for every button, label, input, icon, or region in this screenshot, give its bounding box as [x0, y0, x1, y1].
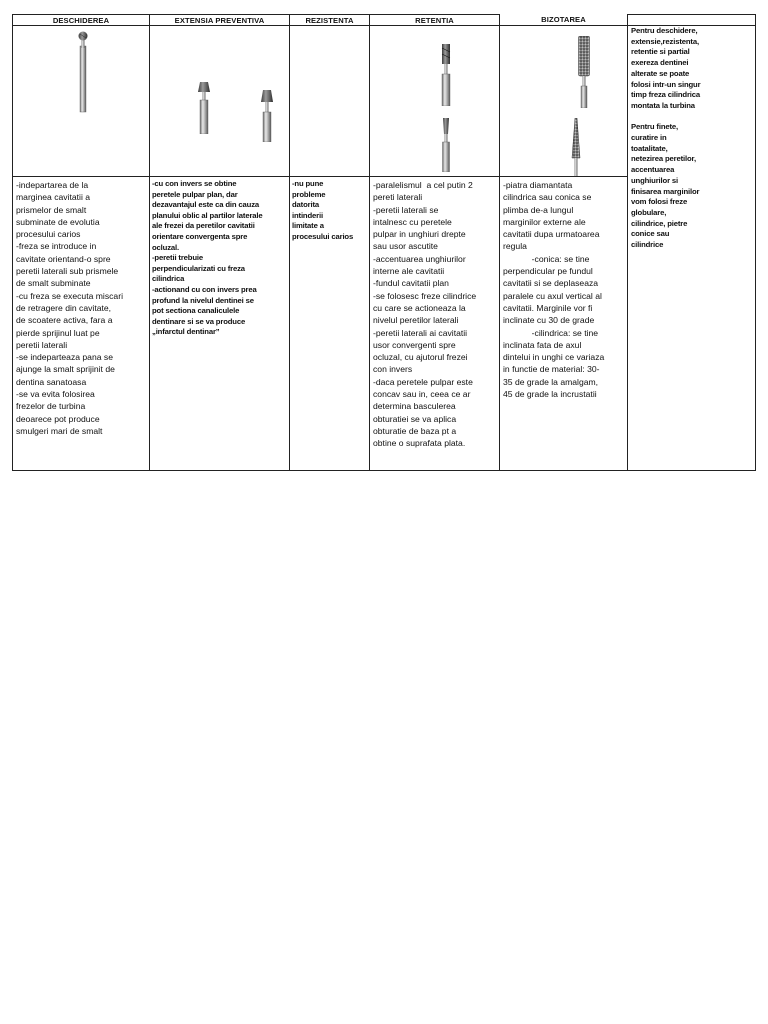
diamond-stone-bur-icon: [570, 118, 582, 177]
image-cell-bizotarea: [499, 25, 627, 176]
dental-preparation-table: [12, 14, 756, 471]
inverted-cone-bur-icon: [196, 82, 212, 134]
inverted-cone-bur-icon: [260, 90, 274, 142]
ball-bur-icon: [73, 28, 93, 114]
text-retentia: -paralelismul a cel putin 2 pereti laterali -peretii laterali se intalnesc cu peretele pulpar in unghiuri drepte sau usor ascutite -accentuarea unghiurilor interne ale cavitatii -fundul cavitatii plan -se folosesc freze cilindrice cu care se actioneaza la nivelul peretilor laterali -peretii laterali ai cavitatii usor convergenti spre ocluzal, cu ajutorul frezei con invers -daca peretele pulpar este concav sau in, ceea ce ar determina basculerea obturatiei se va aplica obturatie de baza pt a obtine o suprafata plata.: [369, 176, 499, 471]
header-bizotarea: BIZOTAREA: [499, 14, 627, 25]
text-deschiderea: -indepartarea de la marginea cavitatii a prismelor de smalt subminate de evolutia procesului carios -freza se introduce in cavitate orientand-o spre peretii laterali sub prismele de smalt subminate -cu freza se executa miscari de retragere din cavitate, de scoatere activa, fara a pierde sprijinul luat pe peretii laterali -se indeparteaza pana se ajunge la smalt sprijinit de dentina sanatoasa -se va evita folosirea frezelor de turbina deoarece pot produce smulgeri mari de smalt: [12, 176, 149, 471]
text-rezistenta: -nu pune probleme datorita intinderii limitate a procesului carios: [289, 176, 369, 471]
diamond-stone-bur-icon: [577, 36, 591, 108]
image-cell-rezistenta: [289, 25, 369, 176]
image-cell-deschiderea: [12, 25, 149, 176]
image-cell-retentia: [369, 25, 499, 176]
header-retentia: RETENTIA: [369, 14, 499, 25]
side-note: Pentru deschidere, extensie,rezistenta, retentie si partial exereza dentinei alterate se poate folosi intr-un singur timp freza cilindrica montata la turbina Pentru finete, curatire in toatalitate, netezirea peretilor, accentuarea unghiurilor si finisarea marginilor vom folosi freze globulare, cilindrice, pietre conice sau cilindrice: [631, 26, 701, 250]
text-bizotarea: -piatra diamantata cilindrica sau conica se plimba de-a lungul marginilor externe ale cavitatii dupa urmatoarea regula -conica: se tine perpendicular pe fundul cavitatii si se deplaseaza paralele cu axul vertical al cavitatii. Marginile vor fi inclinate cu 30 de grade -cilindrica: se tine inclinata fata de axul dintelui in unghi ce variaza in functie de material: 30- 35 de grade la amalgam, 45 de grade la incrustatii: [499, 176, 627, 471]
table-bottom-edge: [627, 460, 756, 471]
header-extensia-preventiva: EXTENSIA PREVENTIVA: [149, 14, 289, 25]
cylindrical-fissure-bur-icon: [440, 118, 452, 172]
text-extensia-preventiva: -cu con invers se obtine peretele pulpar plan, dar dezavantajul este ca din cauza planului oblic al partilor laterale ale frezei da peretilor cavitatii orientare convergenta spre ocluzal. -peretii trebuie perpendicularizati cu freza cilindrica -actionand cu con invers prea profund la nivelul dentinei se pot sectiona canaliculele dentinare si se va produce „infarctul dentinar”: [149, 176, 289, 471]
header-blank: [627, 14, 756, 25]
image-cell-extensia: [149, 25, 289, 176]
header-rezistenta: REZISTENTA: [289, 14, 369, 25]
header-deschiderea: DESCHIDEREA: [12, 14, 149, 25]
side-note-cell: [627, 25, 756, 471]
cylindrical-fissure-bur-icon: [439, 44, 453, 106]
